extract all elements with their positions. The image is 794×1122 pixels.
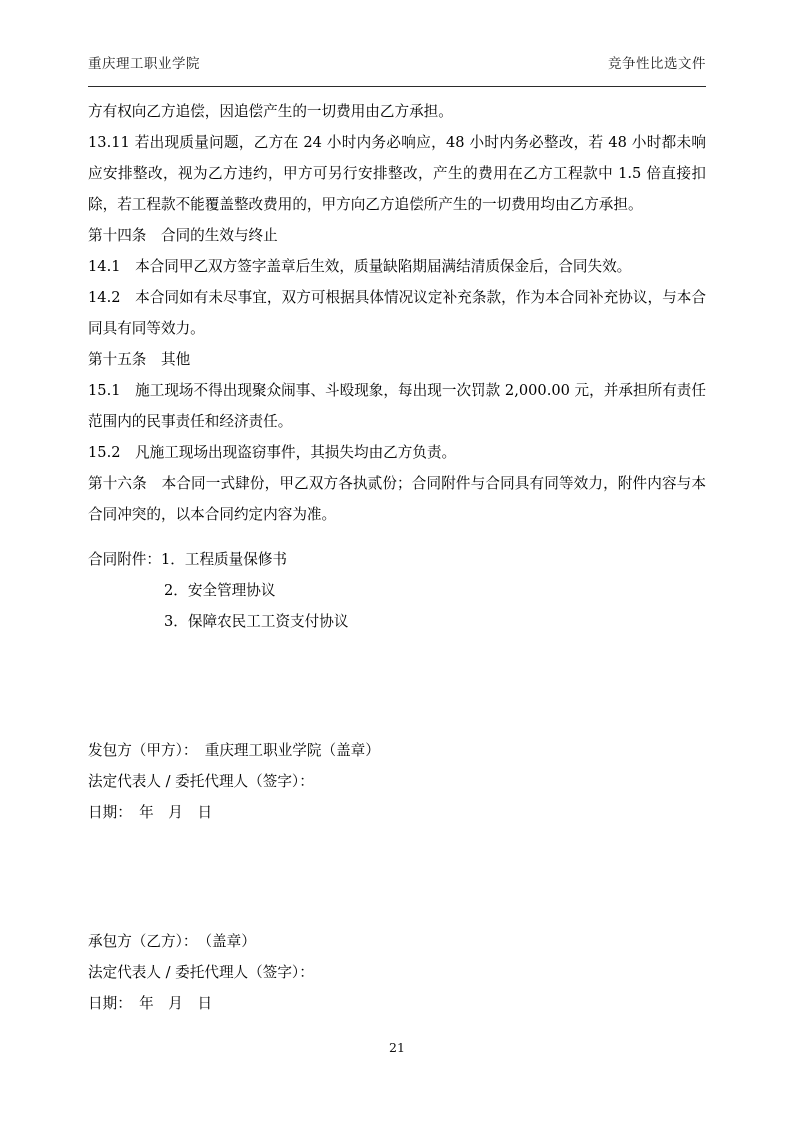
attachment-item-3: 3．保障农民工工资支付协议 xyxy=(164,613,349,630)
header-right-text: 竞争性比选文件 xyxy=(608,56,706,72)
spacer xyxy=(88,637,706,701)
spacer xyxy=(88,530,706,544)
page-header xyxy=(88,52,706,72)
party-b-date-line: 日期： 年 月 日 xyxy=(88,995,213,1012)
spacer xyxy=(88,892,706,926)
party-a-name-line: 发包方（甲方）： 重庆理工职业学院（盖章） xyxy=(88,742,380,759)
article-16-heading: 第十六条 本合同一式肆份，甲乙双方各执贰份；合同附件与合同具有同等效力，附件内容与本合同冲突的，以本合同约定内容为准。 xyxy=(88,475,706,523)
clause-13-11: 13.11 若出现质量问题，乙方在 24 小时内务必响应，48 小时内务必整改，若 48 小时都未响应安排整改，视为乙方违约，甲方可另行安排整改，产生的费用在乙方工程款中 1.5 倍直接扣除，若工程款不能覆盖整改费用的，甲方向乙方追偿所产生的一切费用均由乙方承担。 xyxy=(88,134,706,213)
attachment-list xyxy=(88,544,706,637)
article-15-heading: 第十五条 其他 xyxy=(88,351,191,368)
party-a-representative-line: 法定代表人 / 委托代理人（签字）： xyxy=(88,773,314,790)
header-left-text: 重庆理工职业学院 xyxy=(88,56,200,72)
party-b-representative-line: 法定代表人 / 委托代理人（签字）： xyxy=(88,964,314,981)
page-number: 21 xyxy=(389,1040,405,1055)
party-a-date-line: 日期： 年 月 日 xyxy=(88,804,213,821)
spacer xyxy=(88,828,706,892)
signature-block-party-a xyxy=(88,735,706,828)
header-divider xyxy=(88,86,706,87)
article-14-heading: 第十四条 合同的生效与终止 xyxy=(88,227,278,244)
attachment-item-1: 合同附件：1．工程质量保修书 xyxy=(88,551,288,568)
spacer xyxy=(88,701,706,735)
paragraph-continued: 方有权向乙方追偿，因追偿产生的一切费用由乙方承担。 xyxy=(88,103,453,120)
clause-14-1: 14.1 本合同甲乙双方签字盖章后生效，质量缺陷期届满结清质保金后，合同失效。 xyxy=(88,258,632,275)
page-footer xyxy=(0,1040,794,1055)
clause-14-2: 14.2 本合同如有未尽事宜，双方可根据具体情况议定补充条款，作为本合同补充协议，与本合同具有同等效力。 xyxy=(88,289,706,337)
party-b-name-line: 承包方（乙方）： （盖章） xyxy=(88,933,256,950)
clause-15-1: 15.1 施工现场不得出现聚众闹事、斗殴现象，每出现一次罚款 2,000.00 元，并承担所有责任范围内的民事责任和经济责任。 xyxy=(88,382,706,430)
document-body xyxy=(88,96,706,1019)
attachment-item-2: 2．安全管理协议 xyxy=(164,582,276,599)
clause-15-2: 15.2 凡施工现场出现盗窃事件，其损失均由乙方负责。 xyxy=(88,444,457,461)
signature-block-party-b xyxy=(88,926,706,1019)
